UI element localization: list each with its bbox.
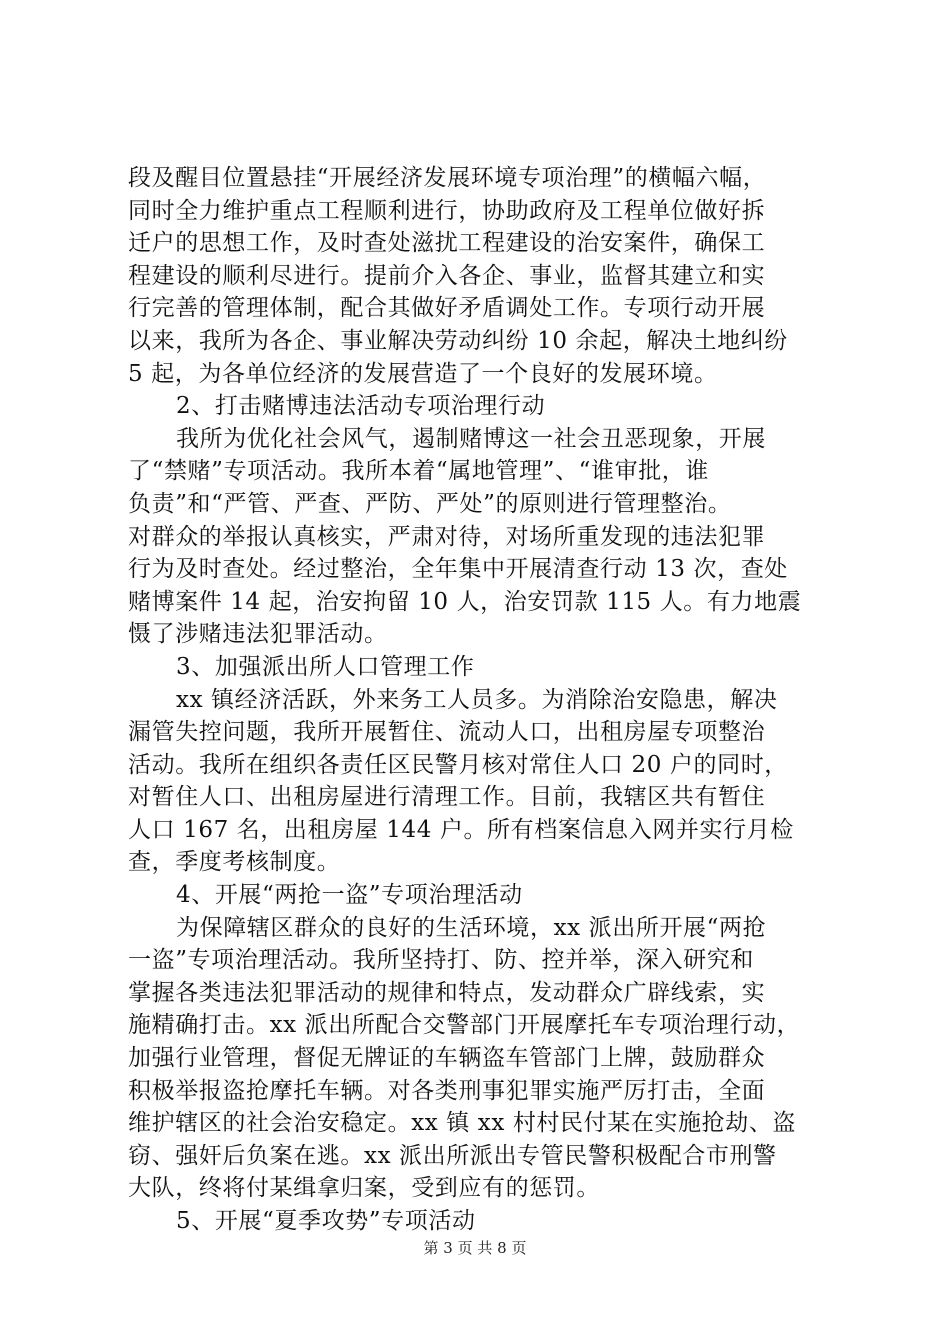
page-number: 第 3 页 共 8 页 bbox=[423, 1239, 527, 1257]
document-body bbox=[128, 162, 848, 1238]
body-text-line: 同时全力维护重点工程顺利进行，协助政府及工程单位做好拆 bbox=[128, 197, 766, 224]
section-heading-4: 4、开展“两抢一盗”专项治理活动 bbox=[176, 882, 523, 909]
body-text-line: 窃、强奸后负案在逃。xx 派出所派出专管民警积极配合市刑警 bbox=[128, 1142, 777, 1169]
body-text-line: 漏管失控问题，我所开展暂住、流动人口，出租房屋专项整治 bbox=[128, 719, 766, 746]
section-heading-2: 2、打击赌博违法活动专项治理行动 bbox=[176, 393, 546, 420]
body-text-line: 对群众的举报认真核实，严肃对待，对场所重发现的违法犯罪 bbox=[128, 523, 766, 550]
body-text-line: 掌握各类违法犯罪活动的规律和特点，发动群众广辟线索，实 bbox=[128, 979, 766, 1006]
body-text-line: 5 起，为各单位经济的发展营造了一个良好的发展环境。 bbox=[128, 360, 718, 387]
body-text-line: 施精确打击。xx 派出所配合交警部门开展摩托车专项治理行动， bbox=[128, 1012, 801, 1039]
body-text-line: 行完善的管理体制，配合其做好矛盾调处工作。专项行动开展 bbox=[128, 295, 766, 322]
body-text-line: 迁户的思想工作，及时查处滋扰工程建设的治安案件，确保工 bbox=[128, 230, 766, 257]
body-text-line: 行为及时查处。经过整治，全年集中开展清查行动 13 次，查处 bbox=[128, 556, 788, 583]
body-text-line: 程建设的顺利尽进行。提前介入各企、事业，监督其建立和实 bbox=[128, 262, 766, 289]
body-text-line: 对暂住人口、出租房屋进行清理工作。目前，我辖区共有暂住 bbox=[128, 784, 766, 811]
body-text-line: 慑了涉赌违法犯罪活动。 bbox=[128, 621, 388, 648]
body-text-line: 我所为优化社会风气，遏制赌博这一社会丑恶现象，开展 bbox=[176, 425, 766, 452]
body-text-line: 查，季度考核制度。 bbox=[128, 849, 341, 876]
body-text-line: 积极举报盗抢摩托车辆。对各类刑事犯罪实施严厉打击，全面 bbox=[128, 1077, 766, 1104]
section-heading-3: 3、加强派出所人口管理工作 bbox=[176, 653, 475, 680]
body-text-line: 维护辖区的社会治安稳定。xx 镇 xx 村村民付某在实施抢劫、盗 bbox=[128, 1110, 797, 1137]
section-heading-5: 5、开展“夏季攻势”专项活动 bbox=[176, 1208, 476, 1234]
body-text-line: 了“禁赌”专项活动。我所本着“属地管理”、“谁审批，谁 bbox=[128, 458, 709, 485]
body-text-line: 人口 167 名，出租房屋 144 户。所有档案信息入网并实行月检 bbox=[128, 816, 794, 843]
body-text-line: 加强行业管理，督促无牌证的车辆盗车管部门上牌，鼓励群众 bbox=[128, 1045, 766, 1072]
body-text-line: xx 镇经济活跃，外来务工人员多。为消除治安隐患，解决 bbox=[176, 686, 778, 713]
body-text-line: 段及醒目位置悬挂“开展经济发展环境专项治理”的横幅六幅， bbox=[128, 165, 767, 191]
body-text-line: 为保障辖区群众的良好的生活环境，xx 派出所开展“两抢 bbox=[176, 914, 767, 941]
body-text-line: 大队，终将付某缉拿归案，受到应有的惩罚。 bbox=[128, 1175, 600, 1202]
body-text-line: 以来，我所为各企、事业解决劳动纠纷 10 余起，解决土地纠纷 bbox=[128, 327, 788, 354]
body-text-line: 活动。我所在组织各责任区民警月核对常住人口 20 户的同时， bbox=[128, 751, 788, 778]
body-text-line: 负责”和“严管、严查、严防、严处”的原则进行管理整治。 bbox=[128, 490, 732, 517]
body-text-line: 赌博案件 14 起，治安拘留 10 人，治安罚款 115 人。有力地震 bbox=[128, 588, 802, 615]
body-text-line: 一盗”专项治理活动。我所坚持打、防、控并举，深入研究和 bbox=[128, 947, 754, 974]
